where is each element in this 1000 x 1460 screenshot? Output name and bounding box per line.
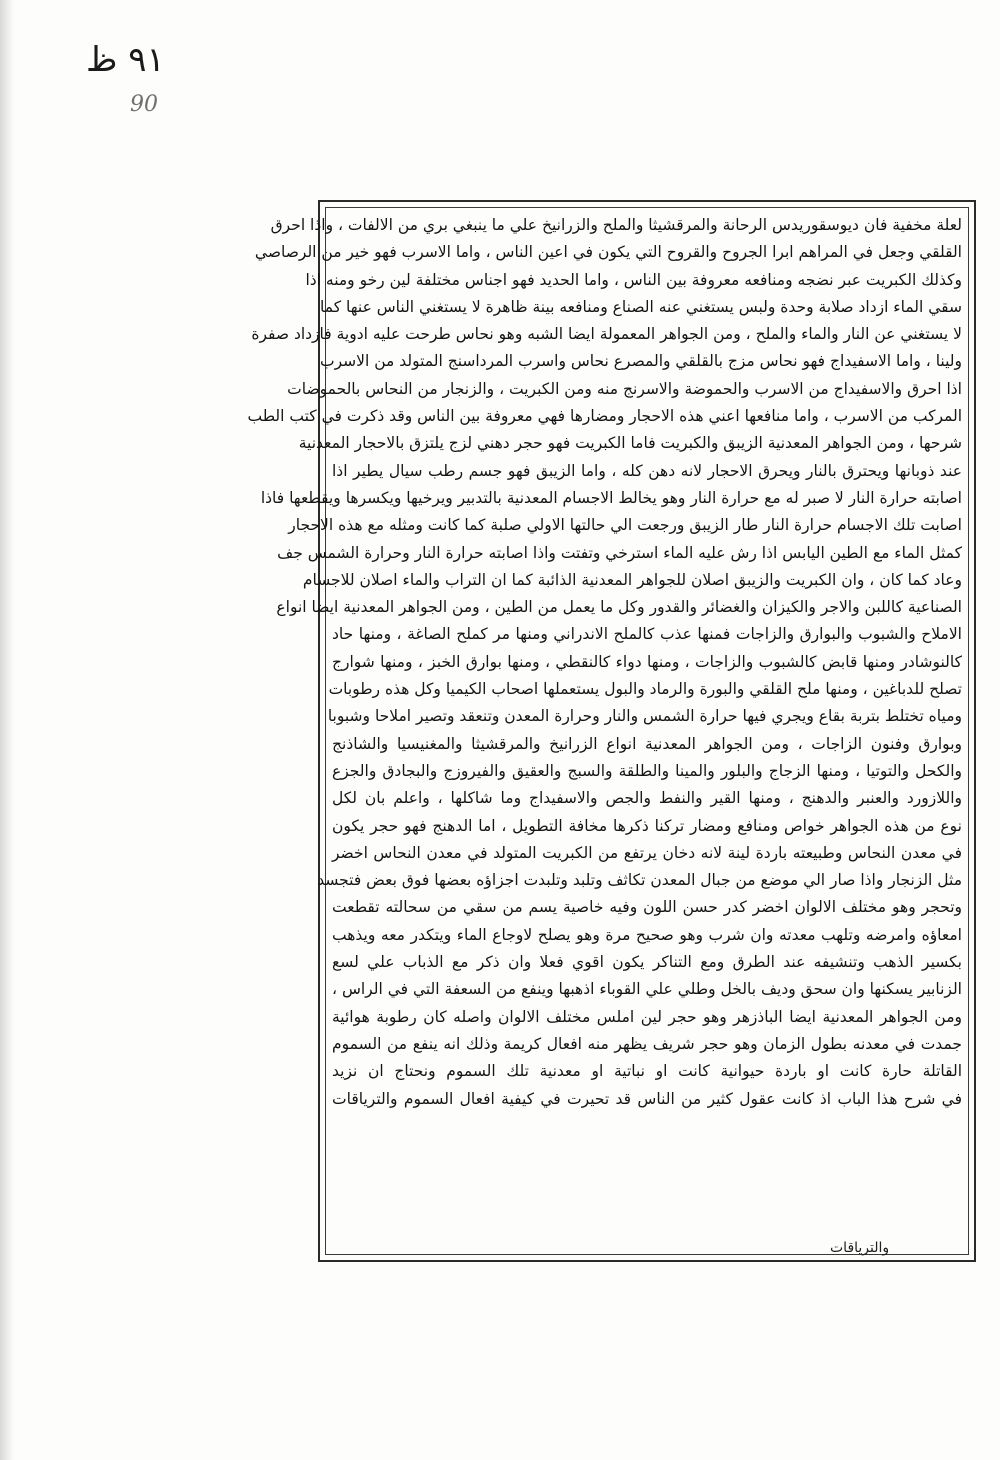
text-line-1: لعلة مخفية فان ديوسقوريدس الرحانة والمرقشيثا والملح والزرانيخ علي ما ينبغي بري من الالفات ، واذا احرق	[270, 216, 962, 234]
catchword: والترياقات	[830, 1240, 890, 1256]
text-line-16: الاملاح والشبوب والبوارق والزاجات فمنها عذب كالملح الاندراني ومنها مر كملح الصاغة ، ومنها حاد	[332, 625, 962, 644]
text-line-33: في شرح هذا الباب اذ كانت عقول كثير من الناس قد تحيرت في كيفية افعال السموم والترياقات	[332, 1089, 962, 1108]
manuscript-text-block	[247, 212, 962, 1252]
folio-pencil-number: 90	[130, 92, 158, 117]
text-line-21: والكحل والتوتيا ، ومنها الزجاج والبلور والمينا والطلقة والسبج والعقيق والفيروزج والبجادق والجزع	[332, 761, 962, 780]
text-line-25: مثل الزنجار واذا صار الي موضع من جبال المعدن تكاثف وتلبد وتلبدت اجزاؤه بعضها فوق بعض فتجسد	[317, 871, 962, 890]
text-line-26: وتحجر وهو مختلف الالوان اخضر كدر حسن اللون وفيه خاصية يسم من سقي من سحالته تقطعت	[332, 898, 962, 917]
text-line-20: وبوارق وفنون الزاجات ، ومن الجواهر المعدنية انواع الزرانيخ والمرقشيثا والمغنيسيا والشاذنج	[332, 734, 962, 753]
text-line-17: كالنوشادر ومنها قابض كالشبوب والزاجات ، ومنها دواء كالنقطي ، ومنها بوارق الخبز ، ومنها شوارج	[332, 652, 962, 671]
text-line-23: نوع من هذه الجواهر خواص ومنافع ومضار تركنا ذكرها مخافة التطويل ، اما الدهنج فهو حجر يكون	[332, 816, 962, 835]
text-line-11: اصابته حرارة النار لا صبر له مع حرارة النار وهو يخالط الاجسام المعدنية بالتدبير ويرخيها ويكسرها ويقطعها فاذا	[260, 488, 962, 507]
binding-gutter-shadow	[0, 0, 14, 1460]
text-line-19: ومياه تختلط بتربة بقاع ويجري فيها حرارة الشمس والنار وحرارة المعدن وتنعقد وتصير املاحا وشبوبا	[327, 707, 962, 726]
text-line-31: جمدت في معدنه بطول الزمان وهو حجر شريف يظهر منه افعال كريمة وذلك انه ينفع من السموم	[332, 1034, 962, 1053]
text-line-32: القاتلة حارة كانت او باردة حيوانية كانت او نباتية او معدنية تلك السموم ونحتاج ان نزيد	[332, 1062, 962, 1081]
text-line-14: وعاد كما كان ، وان الكبريت والزيبق اصلان للجواهر المعدنية الذائبة كما ان التراب والماء اصلان للاجسام	[302, 570, 962, 589]
text-line-7: اذا احرق والاسفيداج من الاسرب والحموضة والاسرنج منه ومن الكبريت ، والزنجار من النحاس بالحموضات	[287, 379, 962, 398]
text-line-24: في معدن النحاس وطبيعته باردة لينة لانه دخان يرتفع من الكبريت المتولد في معدن النحاس اخضر	[332, 843, 962, 862]
text-line-8: المركب من الاسرب ، واما منافعها اعني هذه الاحجار ومضارها فهي معروفة بين الناس وقد ذكرت في كتب الطب	[247, 407, 962, 426]
text-line-2: القلقي وجعل في المراهم ابرا الجروح والقروح التي يكون في اعين الناس ، واما الاسرب فهو خير من الرصاصي	[254, 243, 962, 262]
folio-number: ٩١ ظ	[86, 40, 165, 80]
text-line-22: واللازورد والعنبر والدهنج ، ومنها القير والنفط والجص والاسفيداج وما شاكلها ، واعلم بان لكل	[332, 789, 962, 808]
text-line-27: امعاؤه وامرضه وتلهب معدته وان شرب وهو صحيح مرة وهو يصلح لاوجاع الماء ويتكدر معه ويذهب	[332, 925, 962, 944]
text-line-28: بكسير الذهب وتنشيفه عند الطرق ومع التناكر يكون اقوي فعلا وان ذكر مع الذباب علي لسع	[332, 953, 962, 972]
text-line-3: وكذلك الكبريت عبر نضجه ومنافعه معروفة بين الناس ، واما الحديد فهو اجناس مختلفة لين رخو ومنه اذا	[305, 270, 962, 289]
text-line-13: كمثل الماء مع الطين اليابس اذا رش عليه الماء استرخي وتفتت واذا اصابته حرارة النار وحرارة الشمس جف	[277, 543, 962, 562]
text-line-5: لا يستغني عن النار والماء والملح ، ومن الجواهر المعمولة ايضا الشبه وهو نحاس طرحت عليه ادوية فازداد صفرة	[251, 325, 962, 344]
text-line-9: شرحها ، ومن الجواهر المعدنية الزيبق والكبريت فاما الكبريت فهو حجر دهني لزج يلتزق بالاحجار المعدنية	[298, 434, 962, 453]
text-line-12: اصابت تلك الاجسام حرارة النار طار الزيبق ورجعت الي حالتها الاولي صلبة كما كانت ومثله مع هذه الاحجار	[288, 516, 962, 535]
text-line-29: الزنابير يسكنها وان سحق وديف بالخل وطلي علي القوباء اذهبها وينفع من السعفة التي في الراس ،	[332, 980, 962, 999]
text-line-10: عند ذوبانها ويحترق بالنار ويحرق الاحجار لانه دهن كله ، واما الزيبق فهو جسم رطب سيال يطير اذا	[332, 461, 962, 480]
text-line-6: ولينا ، واما الاسفيداج فهو نحاس مزج بالقلقي والمصرع نحاس واسرب المرداسنج المتولد من الاسرب	[320, 352, 962, 371]
text-line-18: تصلح للدباغين ، ومنها ملح القلقي والبورة والرماد والبول يستعملها اصحاب الكيميا وكل هذه رطوبات	[328, 680, 962, 699]
text-line-15: الصناعية كاللبن والاجر والكيزان والغضائر والقدور وكل ما يعمل من الطين ، ومن الجواهر المعدنية ايضا انواع	[276, 598, 962, 617]
text-line-30: ومن الجواهر المعدنية ايضا الباذزهر وهو حجر لين املس مختلف الالوان واصله كان رطوبة هوائية	[332, 1007, 962, 1026]
text-line-4: سقي الماء ازداد صلابة وحدة ولبس يستغني عنه الصناع ومنافعه بينة ظاهرة لا يستغني الناس عنها كما	[320, 297, 962, 316]
